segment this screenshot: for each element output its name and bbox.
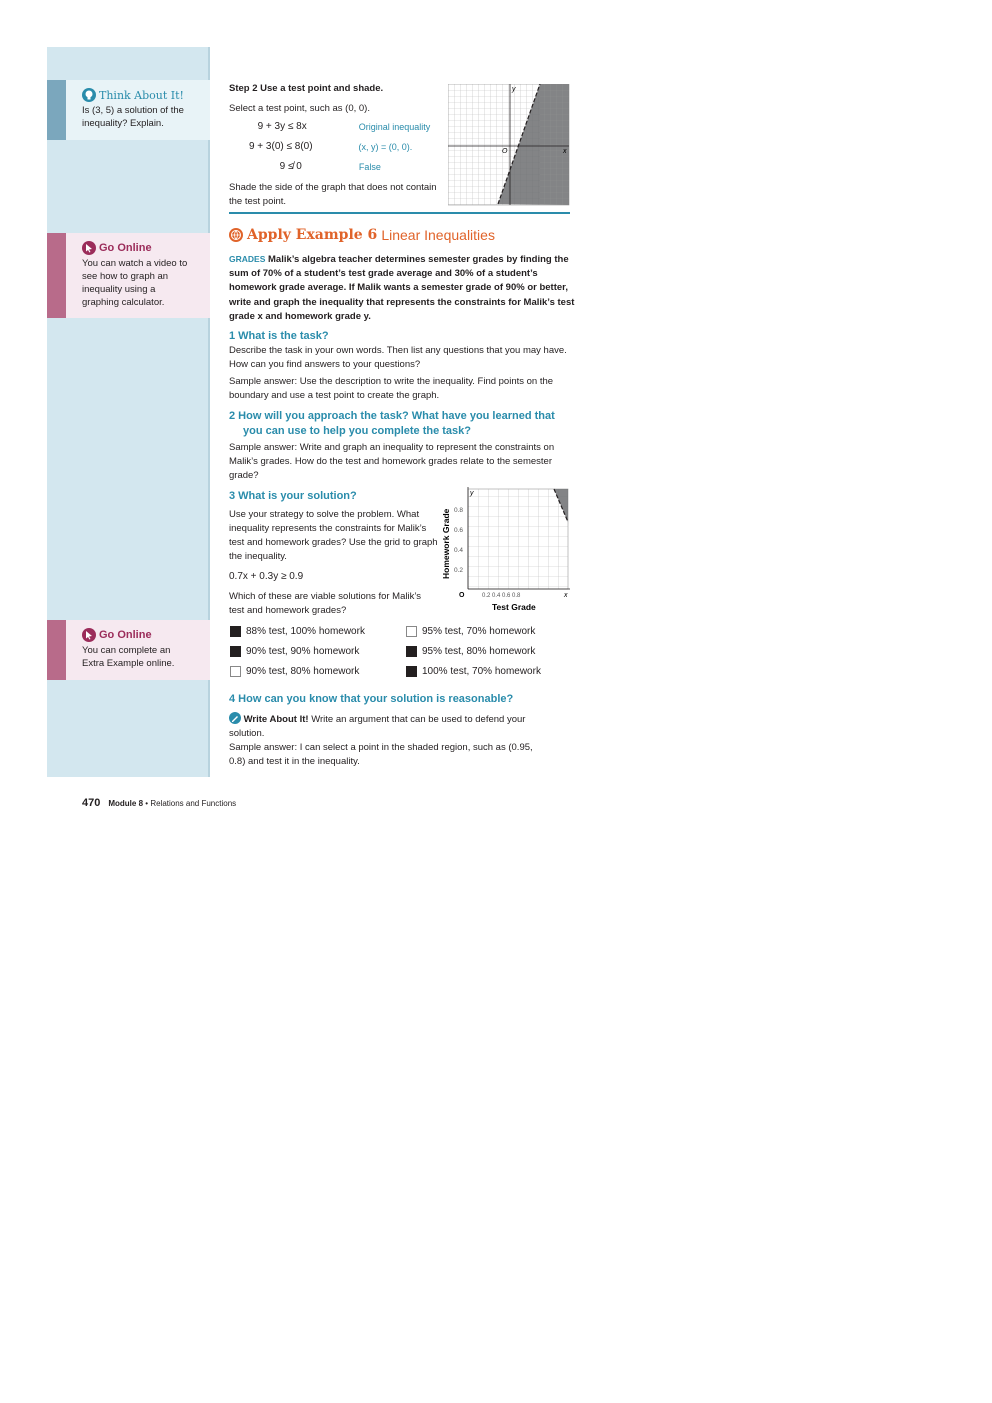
page-footer bbox=[82, 797, 236, 809]
section-divider bbox=[229, 212, 570, 214]
q3-heading: 3 What is your solution? bbox=[229, 490, 357, 502]
think-text: Is (3, 5) a solution of the inequality? Explain. bbox=[82, 105, 184, 129]
q1-heading: 1 What is the task? bbox=[229, 330, 329, 342]
question-4 bbox=[229, 692, 549, 769]
go-online-text: You can watch a video to see how to graph an inequality using a graphing calculator. bbox=[82, 258, 188, 308]
lightbulb-icon bbox=[82, 88, 96, 102]
x-ticks: 0.2 0.4 0.6 0.8 bbox=[482, 593, 521, 599]
checkbox[interactable] bbox=[230, 626, 241, 637]
question-2 bbox=[229, 409, 574, 483]
choice-option[interactable] bbox=[406, 626, 535, 637]
graph2-y-label: y bbox=[470, 490, 474, 497]
q1-answer: Sample answer: Use the description to write the inequality. Find points on the boundary and use a test point to create the graph. bbox=[229, 376, 554, 401]
apply-title-bold: Apply Example 6 bbox=[247, 227, 378, 243]
module-label: Module 8 bbox=[108, 799, 144, 808]
graph2-x-label: x bbox=[564, 592, 568, 599]
go-online-text: You can complete an Extra Example online. bbox=[82, 645, 175, 669]
go-online-extra-box[interactable] bbox=[47, 620, 210, 680]
go-online-video-box[interactable] bbox=[47, 233, 210, 318]
checkbox[interactable] bbox=[230, 646, 241, 657]
equation: 9 + 3(0) ≤ 8(0) bbox=[248, 141, 313, 152]
equation-note: Original inequality bbox=[358, 122, 431, 132]
question-3 bbox=[229, 489, 441, 618]
homework-test-graph bbox=[438, 486, 576, 616]
equation-row bbox=[229, 157, 444, 177]
q3-prompt: Use your strategy to solve the problem. What inequality represents the constraints for Malik’s test and homework grades? Use the grid to graph the inequality. bbox=[229, 509, 438, 562]
x-axis-title: Test Grade bbox=[492, 602, 536, 612]
online-title-row bbox=[82, 628, 204, 642]
question-1 bbox=[229, 329, 574, 403]
footer-separator: • bbox=[145, 799, 149, 808]
page-number: 470 bbox=[82, 797, 101, 809]
choice-option[interactable] bbox=[230, 626, 365, 637]
go-online-title: Go Online bbox=[99, 241, 152, 254]
checkbox[interactable] bbox=[230, 666, 241, 677]
graph1-x-label: x bbox=[563, 148, 567, 155]
q2-heading-line2: you can use to help you complete the task? bbox=[243, 425, 471, 437]
grades-tag: GRADES bbox=[229, 254, 266, 264]
think-title: Think About It! bbox=[99, 88, 184, 102]
think-title-row bbox=[82, 88, 204, 102]
apply-prompt: Malik’s algebra teacher determines semester grades by finding the sum of 70% of a student’s test grade average and 30% of a student’s homework grade average. If Malik wants a semester grade of 90% or better, write and graph the inequality that represents the constraints for Malik’s test grade x and homework grade y. bbox=[229, 254, 575, 322]
equation: 9 + 3y ≤ 8x bbox=[257, 121, 307, 132]
apply-title-rest: Linear Inequalities bbox=[381, 227, 495, 243]
q2-answer: Sample answer: Write and graph an inequality to represent the constraints on Malik’s grades. How do the test and homework grades relate to the semester grade? bbox=[229, 442, 555, 481]
apply-example-heading bbox=[229, 227, 495, 243]
think-about-it-box bbox=[47, 80, 210, 140]
globe-icon bbox=[229, 228, 243, 242]
step2-section bbox=[229, 82, 444, 209]
module-title: Relations and Functions bbox=[150, 799, 237, 808]
choice-label: 88% test, 100% homework bbox=[246, 626, 365, 637]
choice-label: 90% test, 90% homework bbox=[246, 646, 360, 657]
step2-intro: Select a test point, such as (0, 0). bbox=[229, 103, 370, 114]
equation-row bbox=[229, 137, 444, 157]
q3-question: Which of these are viable solutions for Malik’s test and homework grades? bbox=[229, 591, 422, 616]
choice-option[interactable] bbox=[406, 666, 541, 677]
step2-title: Step 2 Use a test point and shade. bbox=[229, 83, 384, 94]
q4-answer: Sample answer: I can select a point in the shaded region, such as (0.95, 0.8) and test it in the inequality. bbox=[229, 742, 533, 767]
y-tick: 0.2 bbox=[454, 567, 464, 574]
choice-label: 95% test, 70% homework bbox=[422, 626, 536, 637]
checkbox[interactable] bbox=[406, 646, 417, 657]
q4-heading: 4 How can you know that your solution is reasonable? bbox=[229, 693, 514, 705]
graph2-origin: O bbox=[459, 592, 465, 599]
graph1-y-label: y bbox=[512, 86, 516, 93]
equation-note: (x, y) = (0, 0). bbox=[358, 142, 413, 152]
write-about-it-label: Write About It! bbox=[243, 714, 309, 725]
equation-note: False bbox=[358, 162, 381, 172]
equation: 9 ≰ 0 bbox=[279, 161, 302, 172]
online-bar bbox=[47, 233, 66, 318]
choice-option[interactable] bbox=[230, 666, 359, 677]
online-bar bbox=[47, 620, 66, 680]
choice-label: 100% test, 70% homework bbox=[422, 666, 541, 677]
y-axis-title: Homework Grade bbox=[441, 508, 451, 579]
choice-option[interactable] bbox=[230, 646, 359, 657]
q2-heading-line1: 2 How will you approach the task? What have you learned that bbox=[229, 410, 555, 422]
cursor-icon bbox=[82, 628, 96, 642]
write-about-it-text: Write an argument that can be used to defend your solution. bbox=[229, 714, 526, 739]
go-online-title: Go Online bbox=[99, 628, 152, 641]
pencil-icon bbox=[229, 712, 241, 724]
online-title-row bbox=[82, 241, 204, 255]
q3-inequality: 0.7x + 0.3y ≥ 0.9 bbox=[229, 571, 304, 582]
step2-equations bbox=[229, 117, 444, 177]
equation-row bbox=[229, 117, 444, 137]
y-tick: 0.4 bbox=[454, 547, 464, 554]
step2-outro: Shade the side of the graph that does not contain the test point. bbox=[229, 182, 437, 207]
checkbox[interactable] bbox=[406, 626, 417, 637]
choice-option[interactable] bbox=[406, 646, 535, 657]
y-tick: 0.8 bbox=[454, 507, 464, 514]
write-about-it bbox=[229, 712, 549, 741]
q1-prompt: Describe the task in your own words. Then list any questions that you may have. How can you find answers to your questions? bbox=[229, 345, 567, 370]
inequality-graph-1 bbox=[448, 84, 570, 206]
choice-label: 95% test, 80% homework bbox=[422, 646, 536, 657]
choice-label: 90% test, 80% homework bbox=[246, 666, 360, 677]
think-bar bbox=[47, 80, 66, 140]
cursor-icon bbox=[82, 241, 96, 255]
apply-prompt-block bbox=[229, 252, 579, 324]
checkbox[interactable] bbox=[406, 666, 417, 677]
graph1-origin: O bbox=[502, 148, 508, 155]
y-tick: 0.6 bbox=[454, 527, 464, 534]
